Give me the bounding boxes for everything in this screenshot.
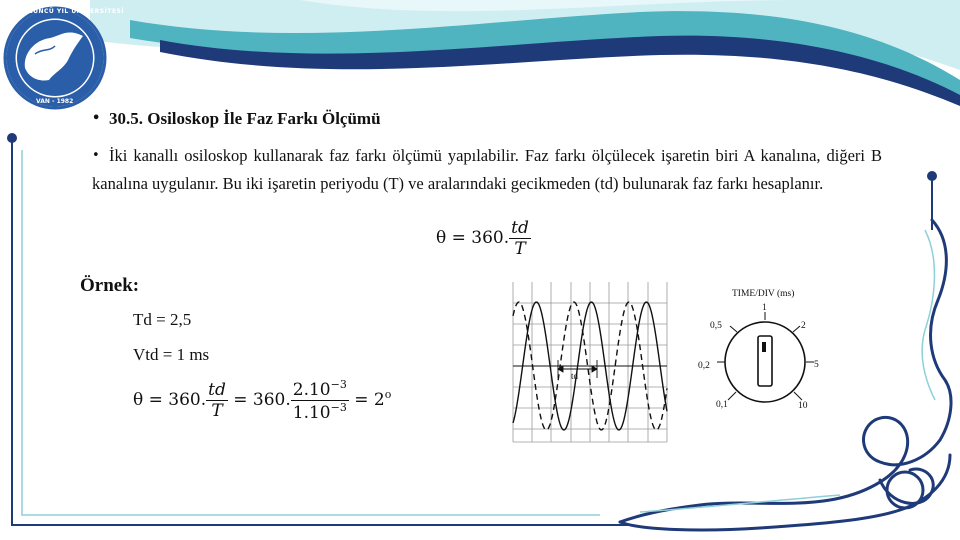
calc-f1-num: td	[208, 380, 226, 400]
dial-label-5: 5	[814, 360, 819, 370]
calc-result: = 2	[348, 390, 385, 410]
calc-f1-den: T	[211, 401, 223, 421]
example-title: Örnek:	[80, 275, 140, 296]
td-label: td	[571, 371, 579, 381]
time-div-dial	[690, 282, 830, 417]
calc-mid: = 360.	[227, 390, 291, 410]
heading-text: 30.5. Osiloskop İle Faz Farkı Ölçümü	[109, 109, 381, 128]
university-logo	[5, 8, 105, 108]
calc-fraction-2	[291, 378, 349, 423]
frame-dot-right	[927, 171, 937, 181]
oscilloscope-screen	[505, 282, 673, 444]
dial-label-0-5: 0,5	[710, 321, 722, 331]
paragraph-bullet: •	[92, 148, 100, 163]
dial-label-10: 10	[798, 401, 808, 411]
calc-result-exp: o	[384, 388, 392, 401]
section-heading	[92, 105, 381, 132]
heading-bullet: •	[92, 111, 101, 126]
phase-formula	[436, 218, 531, 259]
calc-fraction-1	[206, 380, 228, 421]
frame-dot-top	[7, 133, 17, 143]
dial-pointer	[762, 342, 766, 352]
dial-label-1: 1	[762, 303, 767, 313]
dial-title: TIME/DIV (ms)	[732, 289, 795, 299]
example-vtd: Vtd = 1 ms	[133, 345, 210, 364]
dial-label-0-1: 0,1	[716, 400, 728, 410]
logo-ring-text: YÜZÜNCÜ YIL ÜNİVERSİTESİ	[18, 8, 125, 15]
calc-f2-num-base: 2.10	[292, 380, 331, 400]
calc-lhs: θ = 360.	[133, 390, 207, 410]
formula-numerator: td	[511, 218, 529, 238]
formula-denominator: T	[514, 239, 526, 259]
description-paragraph	[92, 142, 882, 197]
calc-f2-den-base: 1.10	[292, 403, 331, 423]
example-td: Td = 2,5	[133, 310, 192, 329]
calc-f2-num-exp: −3	[330, 378, 347, 391]
calc-f2-den	[291, 401, 349, 423]
formula-lhs: θ = 360.	[436, 228, 510, 248]
calc-f2-num	[291, 378, 349, 401]
logo-year-text: VAN - 1982	[36, 98, 74, 105]
example-calculation	[133, 378, 391, 423]
formula-fraction	[509, 218, 531, 259]
dial-label-0-2: 0,2	[698, 361, 710, 371]
dial-label-2: 2	[801, 321, 806, 331]
paragraph-text: İki kanallı osiloskop kullanarak faz farkı ölçümü yapılabilir. Faz farkı ölçülecek işaretin biri A kanalına, diğeri B kanalına uygulanır. Bu iki işaretin periyodu (T) ve aralarındaki gecikmeden (td) bulunarak faz farkı hesaplanır.	[92, 146, 882, 193]
calc-f2-den-exp: −3	[330, 401, 347, 414]
